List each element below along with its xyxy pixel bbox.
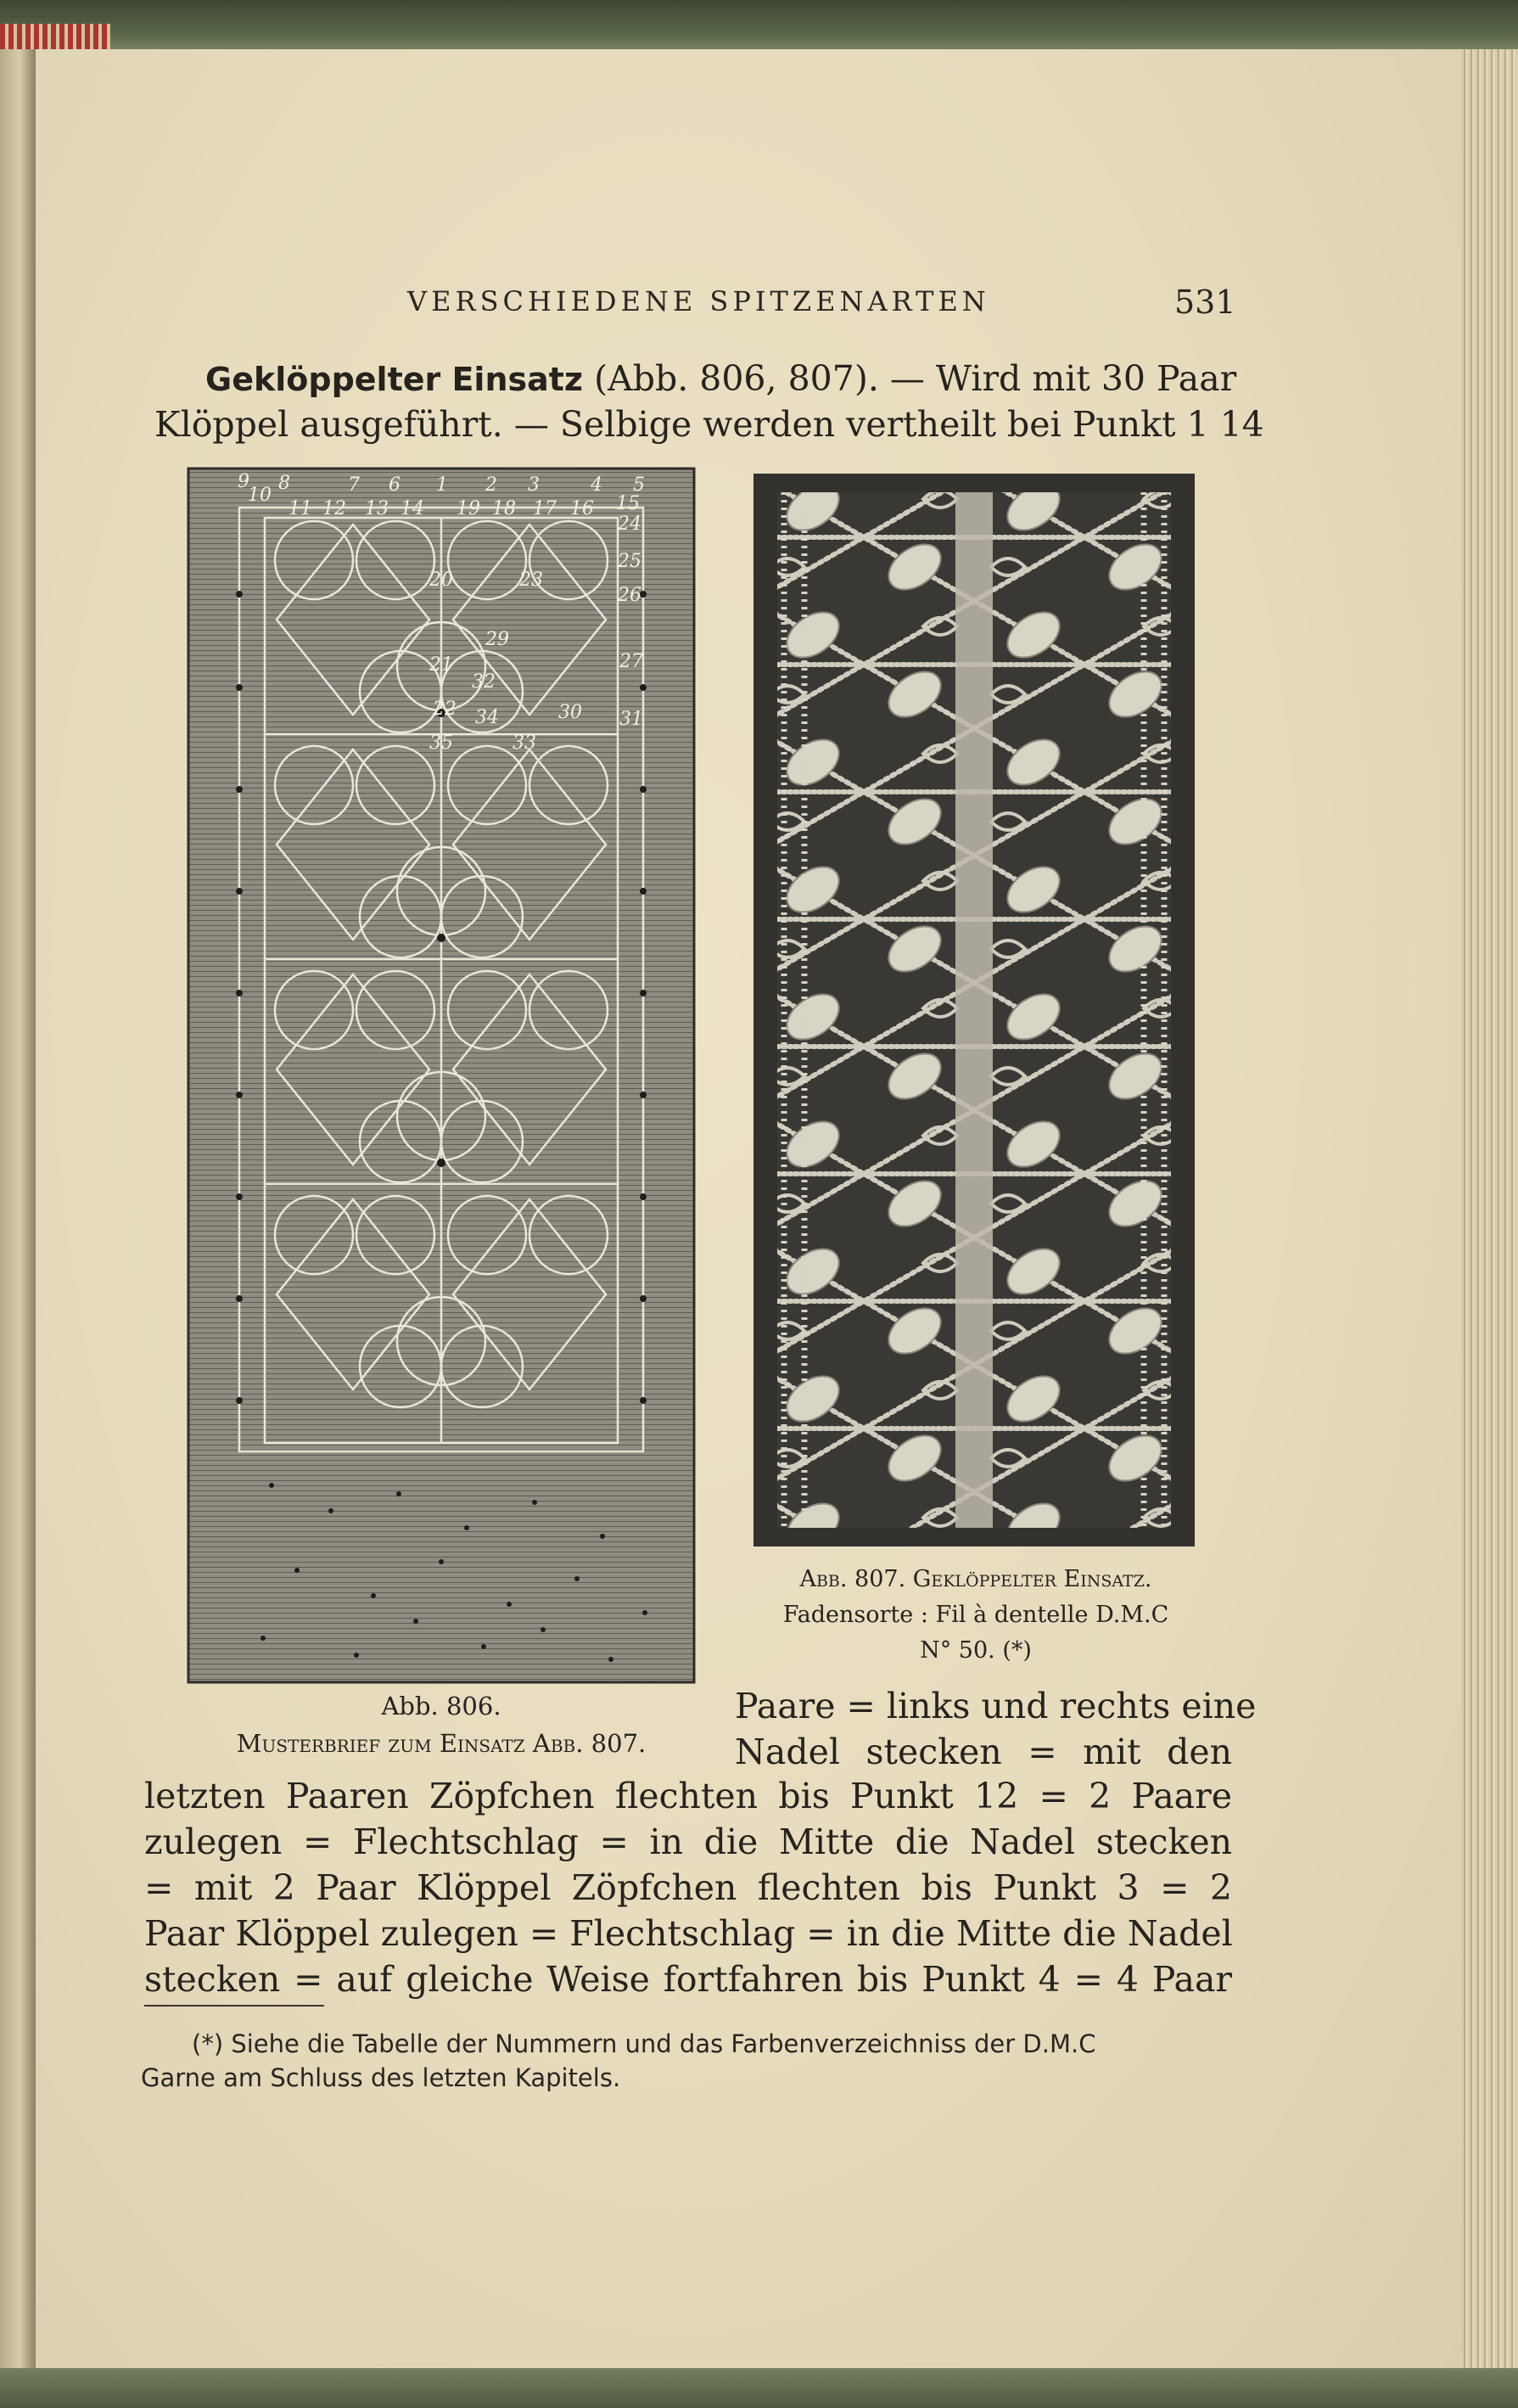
figure-806-caption-line-1: Abb. 806. — [381, 1692, 501, 1720]
pricking-number: 1 — [436, 474, 448, 496]
figure-807-caption — [730, 1562, 1222, 1669]
pricking-number: 5 — [633, 474, 645, 496]
figure-807-caption-line-3: N° 50. (*) — [920, 1637, 1032, 1664]
figure-807-caption-line-1: Abb. 807. Geklöppelter Einsatz. — [799, 1566, 1152, 1592]
footnote-line-2: Garne am Schluss des letzten Kapitels. — [141, 2063, 621, 2092]
pricking-number: 16 — [570, 498, 594, 519]
body-line-7: = mit 2 Paar Klöppel Zöpfchen flechten bis Punkt 3 = 2 — [144, 1867, 1232, 1908]
pricking-number: 4 — [591, 474, 602, 496]
pricking-number: 2 — [485, 474, 497, 496]
pricking-number: 7 — [348, 474, 360, 496]
pricking-number: 22 — [433, 699, 457, 720]
pricking-number: 33 — [513, 733, 536, 754]
pricking-number: 29 — [485, 629, 509, 650]
pricking-number: 17 — [533, 498, 557, 519]
pricking-number: 35 — [429, 733, 453, 754]
pricking-number: 19 — [457, 498, 480, 519]
pricking-number: 27 — [619, 651, 643, 672]
pricking-number: 3 — [528, 474, 540, 496]
book-cover-bottom — [0, 2368, 1518, 2408]
pricking-number: 8 — [278, 473, 290, 494]
figure-806-caption — [187, 1687, 696, 1762]
pricking-number: 31 — [619, 709, 643, 730]
pricking-number: 23 — [519, 570, 543, 591]
body-line-1 — [205, 356, 1237, 402]
body-line-1-text: (Abb. 806, 807). — Wird mit 30 Paar — [583, 358, 1237, 399]
figure-806-caption-line-2: Musterbrief zum Einsatz Abb. 807. — [236, 1729, 647, 1758]
running-title: VERSCHIEDENE SPITZENARTEN — [407, 285, 990, 317]
pricking-number: 6 — [389, 474, 401, 496]
footnote-divider — [144, 2005, 324, 2007]
pricking-number: 10 — [248, 485, 272, 506]
pricking-number: 34 — [475, 707, 499, 728]
body-line-9: stecken = auf gleiche Weise fortfahren bis Punkt 4 = 4 Paar — [144, 1959, 1232, 2000]
page-number: 531 — [1174, 283, 1236, 321]
pricking-number: 14 — [401, 498, 424, 519]
pricking-number: 18 — [492, 498, 516, 519]
page-edge-stack — [1461, 49, 1518, 2368]
pricking-number: 30 — [558, 702, 582, 723]
left-page-gutter — [0, 49, 36, 2368]
body-line-8: Paar Klöppel zulegen = Flechtschlag = in die Mitte die Nadel — [144, 1913, 1233, 1954]
pricking-number: 11 — [288, 498, 312, 519]
body-line-2: Klöppel ausgeführt. — Selbige werden vertheilt bei Punkt 1 14 — [154, 404, 1264, 445]
pricking-number: 24 — [618, 514, 641, 535]
figure-806-pattern-draft — [187, 467, 696, 1684]
bookmark-ribbon — [0, 24, 110, 51]
body-line-3: Paare = links und rechts eine — [735, 1686, 1257, 1726]
figure-807-caption-line-2: Fadensorte : Fil à dentelle D.M.C — [782, 1602, 1169, 1628]
figure-807-lace-insertion — [753, 474, 1195, 1546]
pricking-number: 12 — [322, 498, 346, 519]
body-line-5: letzten Paaren Zöpfchen flechten bis Punkt 12 = 2 Paare — [144, 1776, 1232, 1816]
book-cover-top — [0, 0, 1518, 49]
pricking-number: 9 — [238, 471, 249, 492]
pricking-number: 20 — [429, 570, 453, 591]
section-heading: Geklöppelter Einsatz — [205, 361, 584, 398]
body-line-6: zulegen = Flechtschlag = in die Mitte die Nadel stecken — [144, 1821, 1232, 1862]
pricking-number: 15 — [616, 493, 640, 514]
pricking-number: 26 — [618, 585, 641, 606]
pricking-number: 32 — [472, 671, 496, 693]
pricking-number: 21 — [429, 654, 453, 676]
body-line-4: Nadel stecken = mit den — [735, 1732, 1232, 1772]
pricking-number: 13 — [365, 498, 389, 519]
pricking-number: 25 — [618, 551, 641, 572]
footnote-line-1: (*) Siehe die Tabelle der Nummern und das Farbenverzeichniss der D.M.C — [192, 2029, 1096, 2058]
